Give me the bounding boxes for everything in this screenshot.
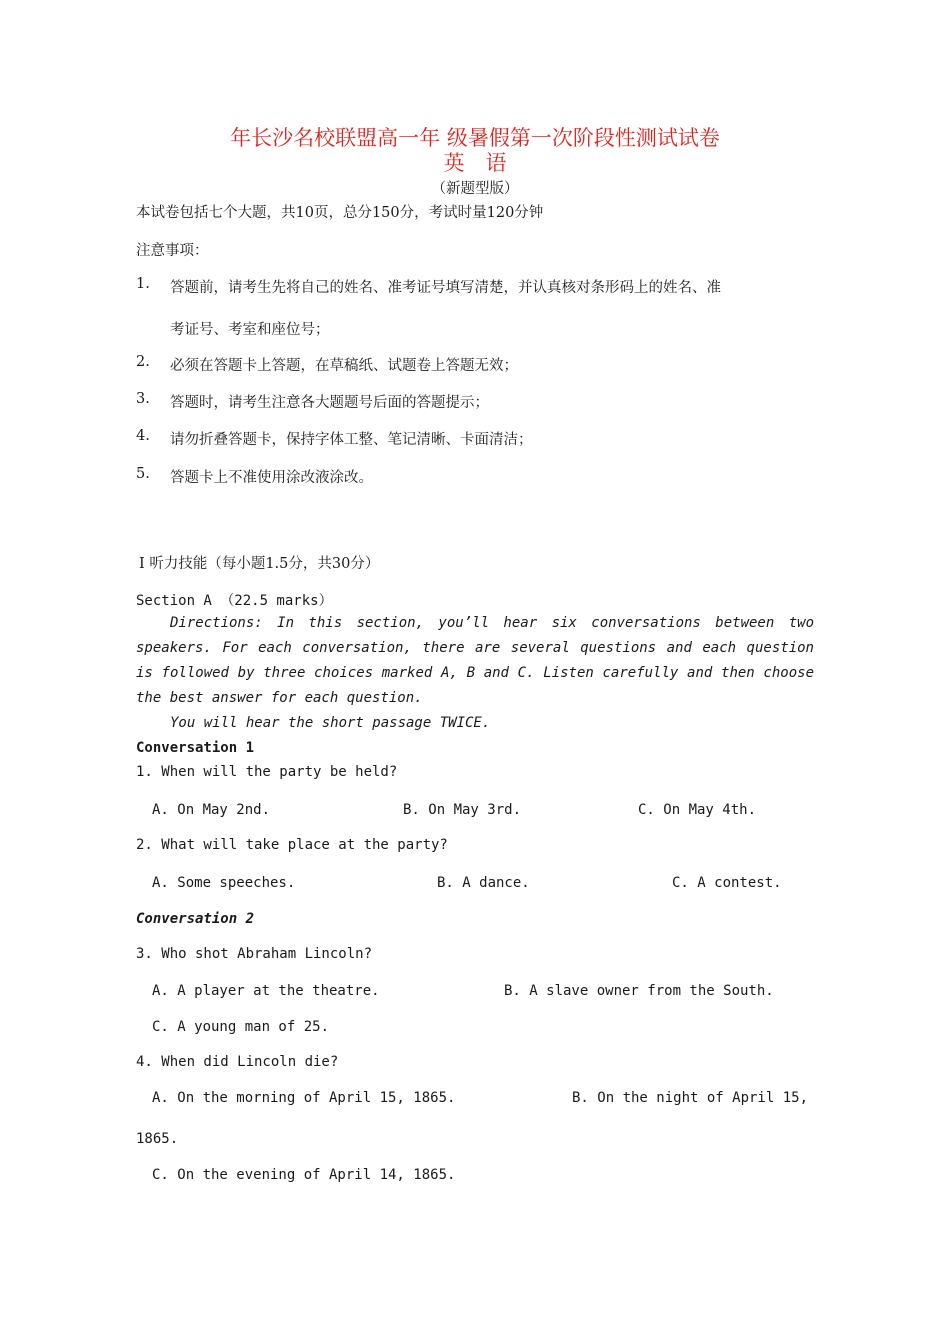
notice-item-text: 答题卡上不准使用涂改液涂改。: [170, 470, 373, 486]
choice-c: C. A young man of 25.: [152, 1019, 330, 1035]
edition-label: （新题型版）: [431, 181, 519, 197]
choice-b: B. On May 3rd.: [403, 802, 522, 818]
choice-b: B. On the night of April 15,: [572, 1090, 809, 1106]
notice-item-number: 3.: [136, 391, 150, 407]
notice-item-number: 4.: [136, 428, 150, 444]
part-heading: Ⅰ 听力技能（每小题1.5分，共30分）: [139, 556, 380, 572]
choice-c: C. On the evening of April 14, 1865.: [152, 1167, 456, 1183]
subject-title: 英 语: [443, 151, 507, 175]
notice-item-number: 5.: [136, 466, 150, 482]
notice-item-text-cont: 考证号、考室和座位号；: [170, 322, 330, 338]
choice-a: A. On the morning of April 15, 1865.: [152, 1090, 456, 1106]
choice-a: A. Some speeches.: [152, 875, 296, 891]
exam-intro: 本试卷包括七个大题，共10页，总分150分，考试时量120分钟: [136, 205, 544, 221]
question-text: 2. What will take place at the party?: [136, 837, 448, 853]
notice-heading: 注意事项：: [136, 243, 209, 259]
section-heading: Section A （22.5 marks）: [136, 593, 333, 609]
notice-item-text: 必须在答题卡上答题，在草稿纸、试题卷上答题无效；: [170, 358, 518, 374]
choice-c: C. A contest.: [672, 875, 782, 891]
choice-a: A. On May 2nd.: [152, 802, 271, 818]
exam-title: 年长沙名校联盟高一年 级暑假第一次阶段性测试试卷: [230, 126, 720, 150]
notice-item-text: 答题时，请考生注意各大题题号后面的答题提示；: [170, 395, 489, 411]
conversation-title: Conversation 2: [136, 911, 255, 927]
choice-b: B. A slave owner from the South.: [504, 983, 774, 999]
directions-line: is followed by three choices marked A, B and C. Listen carefully and then choose: [136, 665, 814, 681]
conversation-title: Conversation 1: [136, 740, 255, 756]
directions-line: speakers. For each conversation, there are several questions and each question: [136, 640, 814, 656]
question-text: 3. Who shot Abraham Lincoln?: [136, 946, 373, 962]
question-text: 4. When did Lincoln die?: [136, 1054, 339, 1070]
directions-line: the best answer for each question.: [136, 690, 423, 706]
directions-line: Directions: In this section, you’ll hear six conversations between two: [170, 615, 814, 631]
question-text: 1. When will the party be held?: [136, 764, 398, 780]
choice-c: C. On May 4th.: [638, 802, 757, 818]
notice-item-text: 请勿折叠答题卡，保持字体工整、笔记清晰、卡面清洁；: [170, 432, 533, 448]
notice-item-text: 答题前，请考生先将自己的姓名、准考证号填写清楚，并认真核对条形码上的姓名、准: [170, 280, 721, 296]
directions-twice: You will hear the short passage TWICE.: [170, 715, 491, 731]
choice-b: B. A dance.: [437, 875, 530, 891]
notice-item-number: 1.: [136, 276, 150, 292]
notice-item-number: 2.: [136, 354, 150, 370]
choice-a: A. A player at the theatre.: [152, 983, 380, 999]
choice-b-continued: 1865.: [136, 1131, 179, 1147]
